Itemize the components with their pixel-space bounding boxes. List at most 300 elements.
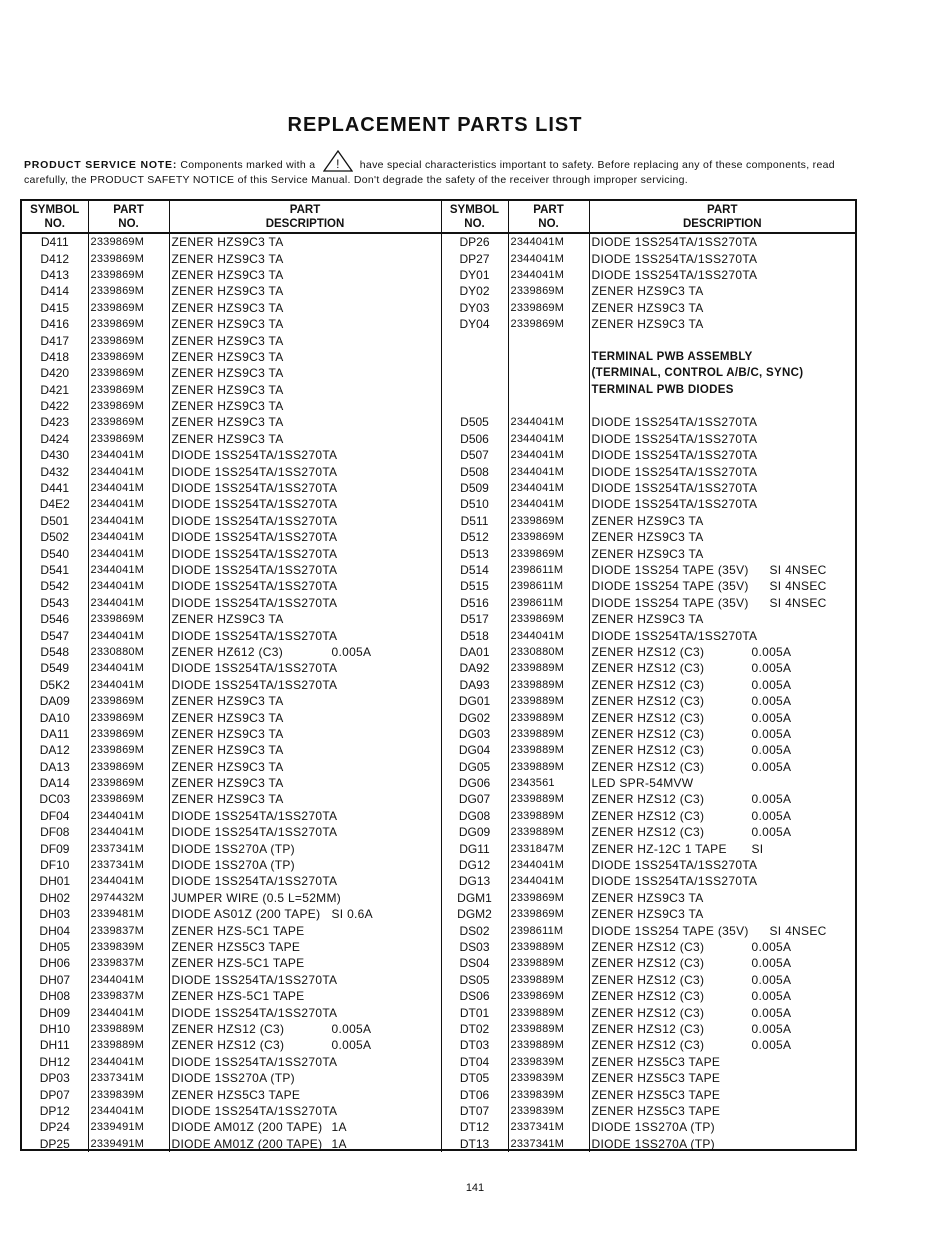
- header-description-right: PART DESCRIPTION: [589, 201, 855, 233]
- description-text: ZENER HZS12 (C3): [591, 726, 705, 741]
- part-description: [169, 233, 441, 250]
- description-text: DIODE 1SS254TA/1SS270TA: [171, 546, 338, 561]
- part-no: 2337341M: [88, 840, 169, 856]
- part-no: 2344041M: [508, 447, 589, 463]
- part-description: [169, 283, 441, 299]
- part-description: [589, 1086, 855, 1102]
- parts-table-frame: [20, 199, 857, 1151]
- symbol-no: D547: [22, 627, 88, 643]
- rating-text: 0.005A: [751, 956, 792, 971]
- description-text: DIODE 1SS270A (TP): [591, 1120, 715, 1135]
- description-text: ZENER HZS9C3 TA: [591, 513, 704, 528]
- description-text: ZENER HZS5C3 TAPE: [171, 939, 301, 954]
- description-text: LED SPR-54MVW: [591, 776, 694, 791]
- symbol-no: D514: [441, 562, 508, 578]
- part-no: 2339869M: [88, 349, 169, 365]
- description-text: DIODE AS01Z (200 TAPE): [171, 907, 321, 922]
- part-no: 2398611M: [508, 595, 589, 611]
- part-no: 2344041M: [88, 873, 169, 889]
- symbol-no: D420: [22, 365, 88, 381]
- part-no: 2339869M: [88, 300, 169, 316]
- description-text: DIODE 1SS254TA/1SS270TA: [591, 874, 758, 889]
- part-description: [589, 1103, 855, 1119]
- part-description: [169, 808, 441, 824]
- part-description: [169, 709, 441, 725]
- symbol-no: DP12: [22, 1103, 88, 1119]
- symbol-no: D540: [22, 545, 88, 561]
- description-text: ZENER HZS12 (C3): [171, 1021, 285, 1036]
- part-description: [589, 463, 855, 479]
- description-text: DIODE 1SS270A (TP): [171, 858, 295, 873]
- part-no: 2974432M: [88, 890, 169, 906]
- part-description: [169, 578, 441, 594]
- table-row: [22, 808, 855, 824]
- symbol-no: DG05: [441, 759, 508, 775]
- part-no: [508, 365, 589, 381]
- part-no: 2339889M: [88, 1021, 169, 1037]
- part-description: [169, 562, 441, 578]
- symbol-no: D518: [441, 627, 508, 643]
- table-row: [22, 316, 855, 332]
- warning-triangle-icon: [323, 150, 353, 172]
- part-description: [589, 759, 855, 775]
- description-text: DIODE 1SS254TA/1SS270TA: [171, 825, 338, 840]
- part-no: 2339869M: [88, 316, 169, 332]
- symbol-no: DS04: [441, 955, 508, 971]
- description-text: ZENER HZS12 (C3): [591, 989, 705, 1004]
- part-no: 2339869M: [88, 775, 169, 791]
- symbol-no: D424: [22, 431, 88, 447]
- symbol-no: DH04: [22, 922, 88, 938]
- table-row: [22, 1054, 855, 1070]
- part-description: [169, 922, 441, 938]
- description-text: ZENER HZS9C3 TA: [591, 300, 704, 315]
- part-description: [169, 873, 441, 889]
- part-description: [169, 1037, 441, 1053]
- table-row: [22, 627, 855, 643]
- description-text: ZENER HZS12 (C3): [591, 956, 705, 971]
- description-text: ZENER HZS12 (C3): [591, 694, 705, 709]
- description-text: ZENER HZS12 (C3): [591, 939, 705, 954]
- symbol-no: D418: [22, 349, 88, 365]
- symbol-no: DA93: [441, 677, 508, 693]
- part-description: [589, 726, 855, 742]
- description-text: DIODE 1SS254TA/1SS270TA: [591, 235, 758, 250]
- part-description: [169, 955, 441, 971]
- symbol-no: D5K2: [22, 677, 88, 693]
- part-no: 2344041M: [88, 660, 169, 676]
- part-description: [169, 250, 441, 266]
- part-description: [589, 693, 855, 709]
- symbol-no: DP27: [441, 250, 508, 266]
- table-row: [22, 709, 855, 725]
- symbol-no: DH11: [22, 1037, 88, 1053]
- part-no: 2339837M: [88, 922, 169, 938]
- symbol-no: D517: [441, 611, 508, 627]
- parts-table: [22, 201, 855, 1152]
- part-description: [589, 742, 855, 758]
- part-no: 2339869M: [508, 545, 589, 561]
- symbol-no: DA14: [22, 775, 88, 791]
- part-no: 2339869M: [88, 283, 169, 299]
- part-description: [589, 939, 855, 955]
- symbol-no: DG09: [441, 824, 508, 840]
- part-description: [589, 1070, 855, 1086]
- part-no: 2339839M: [508, 1086, 589, 1102]
- symbol-no: D541: [22, 562, 88, 578]
- symbol-no: DGM2: [441, 906, 508, 922]
- part-no: 2339889M: [88, 1037, 169, 1053]
- symbol-no: D515: [441, 578, 508, 594]
- part-description: [169, 463, 441, 479]
- table-row: [22, 742, 855, 758]
- description-text: ZENER HZS9C3 TA: [171, 366, 284, 381]
- table-row: [22, 349, 855, 365]
- part-description: [589, 1021, 855, 1037]
- description-text: ZENER HZS9C3 TA: [171, 743, 284, 758]
- part-description: [169, 382, 441, 398]
- table-row: [22, 496, 855, 512]
- table-row: [22, 939, 855, 955]
- symbol-no: DG08: [441, 808, 508, 824]
- part-description: [169, 742, 441, 758]
- part-description: [169, 660, 441, 676]
- part-no: 2339869M: [88, 791, 169, 807]
- part-no: 2344041M: [88, 677, 169, 693]
- description-text: ZENER HZS-5C1 TAPE: [171, 956, 305, 971]
- symbol-no: DH09: [22, 1004, 88, 1020]
- description-text: ZENER HZS9C3 TA: [171, 694, 284, 709]
- description-text: ZENER HZS9C3 TA: [591, 890, 704, 905]
- table-row: [22, 1086, 855, 1102]
- symbol-no: D546: [22, 611, 88, 627]
- symbol-no: DT12: [441, 1119, 508, 1135]
- part-no: 2339889M: [508, 808, 589, 824]
- part-no: 2339889M: [508, 677, 589, 693]
- part-no: 2344041M: [88, 513, 169, 529]
- part-no: 2337341M: [508, 1135, 589, 1151]
- part-description: [589, 906, 855, 922]
- part-no: 2339869M: [508, 316, 589, 332]
- symbol-no: D511: [441, 513, 508, 529]
- description-text: ZENER HZS9C3 TA: [171, 333, 284, 348]
- symbol-no: [441, 398, 508, 414]
- table-row: [22, 398, 855, 414]
- description-text: DIODE 1SS270A (TP): [171, 1071, 295, 1086]
- rating-text: 1A: [331, 1136, 347, 1151]
- rating-text: 0.005A: [751, 644, 792, 659]
- symbol-no: DS05: [441, 972, 508, 988]
- table-row: [22, 513, 855, 529]
- part-no: 2339869M: [88, 267, 169, 283]
- description-text: DIODE 1SS254TA/1SS270TA: [171, 628, 338, 643]
- part-description: [589, 824, 855, 840]
- part-no: 2339869M: [88, 709, 169, 725]
- part-no: 2339889M: [508, 759, 589, 775]
- symbol-no: DA13: [22, 759, 88, 775]
- description-text: TERMINAL PWB ASSEMBLY: [591, 350, 753, 363]
- part-description: [589, 840, 855, 856]
- symbol-no: D432: [22, 463, 88, 479]
- part-description: [169, 677, 441, 693]
- table-row: [22, 1037, 855, 1053]
- part-no: 2344041M: [508, 496, 589, 512]
- symbol-no: DT01: [441, 1004, 508, 1020]
- part-description: [589, 496, 855, 512]
- part-description: [589, 316, 855, 332]
- symbol-no: D502: [22, 529, 88, 545]
- description-text: DIODE 1SS254TA/1SS270TA: [591, 267, 758, 282]
- part-no: 2339869M: [88, 398, 169, 414]
- part-description: [169, 840, 441, 856]
- description-text: DIODE 1SS270A (TP): [171, 841, 295, 856]
- symbol-no: DY04: [441, 316, 508, 332]
- table-row: [22, 233, 855, 250]
- description-text: DIODE 1SS254TA/1SS270TA: [171, 513, 338, 528]
- part-description: [589, 431, 855, 447]
- table-row: [22, 791, 855, 807]
- description-text: ZENER HZS12 (C3): [591, 759, 705, 774]
- symbol-no: D441: [22, 480, 88, 496]
- description-text: ZENER HZS9C3 TA: [171, 759, 284, 774]
- table-row: [22, 283, 855, 299]
- rating-text: SI 0.6A: [331, 907, 373, 922]
- part-description: [169, 1103, 441, 1119]
- part-no: 2339889M: [508, 939, 589, 955]
- symbol-no: DF10: [22, 857, 88, 873]
- part-no: 2339869M: [88, 365, 169, 381]
- symbol-no: DY01: [441, 267, 508, 283]
- description-text: DIODE 1SS254TA/1SS270TA: [171, 808, 338, 823]
- rating-text: 0.005A: [751, 726, 792, 741]
- table-row: [22, 1004, 855, 1020]
- part-description: [169, 529, 441, 545]
- description-text: DIODE 1SS254 TAPE (35V): [591, 579, 749, 594]
- part-description: [589, 791, 855, 807]
- part-no: 2339869M: [88, 233, 169, 250]
- part-no: 2339869M: [88, 693, 169, 709]
- symbol-no: DG11: [441, 840, 508, 856]
- table-row: [22, 1103, 855, 1119]
- part-description: [169, 726, 441, 742]
- description-text: ZENER HZS12 (C3): [591, 677, 705, 692]
- symbol-no: DT05: [441, 1070, 508, 1086]
- part-no: [508, 382, 589, 398]
- description-text: ZENER HZS9C3 TA: [171, 710, 284, 725]
- symbol-no: DH12: [22, 1054, 88, 1070]
- part-description: [589, 988, 855, 1004]
- symbol-no: D416: [22, 316, 88, 332]
- part-no: 2339491M: [88, 1119, 169, 1135]
- part-description: [169, 611, 441, 627]
- table-row: [22, 1021, 855, 1037]
- symbol-no: DS06: [441, 988, 508, 1004]
- part-no: 2339869M: [88, 742, 169, 758]
- part-description: [169, 496, 441, 512]
- rating-text: 0.005A: [331, 1038, 372, 1053]
- part-description: [589, 513, 855, 529]
- table-row: [22, 972, 855, 988]
- part-no: 2344041M: [88, 595, 169, 611]
- description-text: ZENER HZS5C3 TAPE: [171, 1087, 301, 1102]
- part-description: [169, 759, 441, 775]
- part-no: 2344041M: [88, 447, 169, 463]
- description-text: (TERMINAL, CONTROL A/B/C, SYNC): [591, 367, 804, 380]
- part-no: 2339839M: [508, 1054, 589, 1070]
- part-no: 2398611M: [508, 578, 589, 594]
- part-no: 2339869M: [508, 611, 589, 627]
- header-description-left: PART DESCRIPTION: [169, 201, 441, 233]
- part-description: [589, 660, 855, 676]
- symbol-no: D506: [441, 431, 508, 447]
- table-row: [22, 693, 855, 709]
- part-no: 2339869M: [508, 300, 589, 316]
- description-text: DIODE 1SS254TA/1SS270TA: [591, 415, 758, 430]
- table-row: [22, 382, 855, 398]
- table-row: [22, 726, 855, 742]
- part-no: 2344041M: [508, 250, 589, 266]
- table-row: [22, 414, 855, 430]
- rating-text: SI 4NSEC: [769, 563, 827, 577]
- table-row: [22, 988, 855, 1004]
- symbol-no: DG06: [441, 775, 508, 791]
- description-text: ZENER HZS9C3 TA: [591, 612, 704, 627]
- part-description: [169, 791, 441, 807]
- part-no: 2339869M: [508, 283, 589, 299]
- symbol-no: DS02: [441, 922, 508, 938]
- table-row: [22, 824, 855, 840]
- description-text: DIODE 1SS254TA/1SS270TA: [171, 1005, 338, 1020]
- part-description: [169, 332, 441, 348]
- description-text: ZENER HZS9C3 TA: [171, 776, 284, 791]
- symbol-no: DY02: [441, 283, 508, 299]
- description-text: TERMINAL PWB DIODES: [591, 383, 734, 396]
- symbol-no: DH08: [22, 988, 88, 1004]
- part-description: [169, 267, 441, 283]
- description-text: DIODE 1SS254TA/1SS270TA: [591, 497, 758, 512]
- description-text: ZENER HZS9C3 TA: [171, 267, 284, 282]
- description-text: DIODE 1SS254TA/1SS270TA: [171, 563, 338, 577]
- table-row: [22, 447, 855, 463]
- rating-text: 0.005A: [751, 808, 792, 823]
- part-no: 2339889M: [508, 693, 589, 709]
- symbol-no: DGM1: [441, 890, 508, 906]
- part-description: [589, 1054, 855, 1070]
- part-no: 2344041M: [88, 562, 169, 578]
- part-no: 2344041M: [88, 627, 169, 643]
- part-no: 2330880M: [88, 644, 169, 660]
- part-no: 2337341M: [88, 1070, 169, 1086]
- part-no: 2339837M: [88, 955, 169, 971]
- part-no: 2344041M: [508, 873, 589, 889]
- part-description: [589, 1037, 855, 1053]
- part-description: [169, 972, 441, 988]
- symbol-no: D412: [22, 250, 88, 266]
- description-text: DIODE 1SS254TA/1SS270TA: [171, 579, 338, 594]
- part-description: [589, 1135, 855, 1151]
- description-text: DIODE 1SS254TA/1SS270TA: [171, 661, 338, 676]
- part-description: [169, 513, 441, 529]
- note-text-before-icon: Components marked with a: [180, 159, 316, 171]
- part-no: 2344041M: [508, 267, 589, 283]
- table-row: [22, 1119, 855, 1135]
- part-no: [508, 349, 589, 365]
- part-description: [169, 480, 441, 496]
- part-description: [169, 693, 441, 709]
- table-row: [22, 873, 855, 889]
- table-row: [22, 480, 855, 496]
- rating-text: SI 4NSEC: [769, 579, 827, 594]
- table-row: [22, 840, 855, 856]
- description-text: ZENER HZS12 (C3): [591, 710, 705, 725]
- symbol-no: DF08: [22, 824, 88, 840]
- description-text: ZENER HZS12 (C3): [591, 661, 705, 676]
- description-text: ZENER HZS9C3 TA: [591, 317, 704, 332]
- description-text: ZENER HZS9C3 TA: [591, 530, 704, 545]
- part-no: 2339869M: [88, 250, 169, 266]
- rating-text: 0.005A: [751, 939, 792, 954]
- description-text: ZENER HZS9C3 TA: [171, 284, 284, 299]
- symbol-no: D501: [22, 513, 88, 529]
- table-row: [22, 595, 855, 611]
- svg-text:!: !: [335, 157, 340, 171]
- part-no: 2398611M: [508, 922, 589, 938]
- description-text: DIODE 1SS270A (TP): [591, 1136, 715, 1151]
- description-text: ZENER HZS-5C1 TAPE: [171, 989, 305, 1004]
- part-no: 2343561: [508, 775, 589, 791]
- symbol-no: D414: [22, 283, 88, 299]
- symbol-no: D505: [441, 414, 508, 430]
- symbol-no: DG04: [441, 742, 508, 758]
- description-text: ZENER HZS9C3 TA: [171, 300, 284, 315]
- description-text: ZENER HZ-12C 1 TAPE: [591, 841, 727, 856]
- description-text: ZENER HZS9C3 TA: [171, 382, 284, 397]
- part-description: [589, 545, 855, 561]
- part-description: [589, 480, 855, 496]
- part-description: [589, 709, 855, 725]
- part-description: [169, 349, 441, 365]
- part-description: [589, 578, 855, 594]
- symbol-no: D422: [22, 398, 88, 414]
- symbol-no: D423: [22, 414, 88, 430]
- part-description: [169, 939, 441, 955]
- part-no: 2339869M: [88, 382, 169, 398]
- description-text: DIODE 1SS254TA/1SS270TA: [171, 530, 338, 545]
- part-description: [169, 988, 441, 1004]
- symbol-no: D411: [22, 233, 88, 250]
- table-row: [22, 332, 855, 348]
- description-text: DIODE AM01Z (200 TAPE): [171, 1136, 323, 1151]
- rating-text: 0.005A: [751, 1021, 792, 1036]
- part-description: [589, 890, 855, 906]
- part-no: 2339869M: [88, 431, 169, 447]
- part-description: [589, 1119, 855, 1135]
- rating-text: 0.005A: [751, 1005, 792, 1020]
- description-text: DIODE 1SS254 TAPE (35V): [591, 563, 749, 577]
- description-text: DIODE 1SS254TA/1SS270TA: [591, 481, 758, 496]
- part-description: [589, 300, 855, 316]
- part-no: 2339889M: [508, 709, 589, 725]
- symbol-no: D510: [441, 496, 508, 512]
- description-text: ZENER HZS12 (C3): [591, 808, 705, 823]
- part-description: [589, 873, 855, 889]
- part-no: 2339869M: [508, 906, 589, 922]
- symbol-no: DG12: [441, 857, 508, 873]
- part-no: 2339889M: [508, 955, 589, 971]
- part-description: [589, 365, 855, 381]
- symbol-no: DP26: [441, 233, 508, 250]
- note-label: PRODUCT SERVICE NOTE:: [24, 159, 178, 171]
